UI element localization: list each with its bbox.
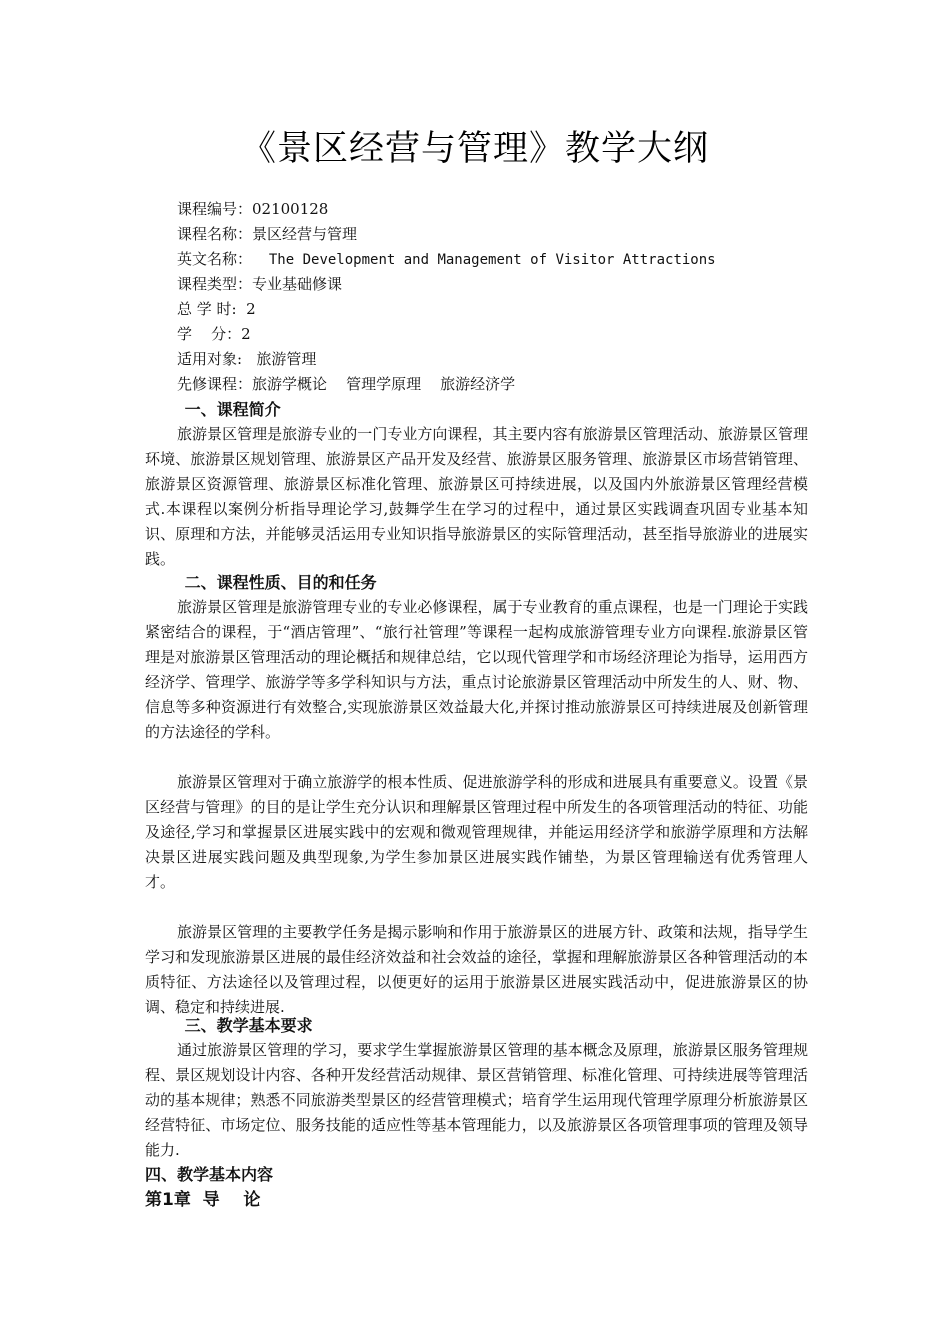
- chapter-1-heading: 第1章 导 论: [145, 1190, 261, 1210]
- section-2-paragraph-1: 旅游景区管理是旅游管理专业的专业必修课程，属于专业教育的重点课程，也是一门理论于实践紧密结合的课程，于“酒店管理”、“旅行社管理”等课程一起构成旅游管理专业方向课程.旅游景区管理是对旅游景区管理活动的理论概括和规律总结，它以现代管理学和市场经济理论为指导，运用西方经济学、管理学、旅游学等多学科知识与方法，重点讨论旅游景区管理活动中所发生的人、财、物、信息等多种资源进行有效整合,实现旅游景区效益最大化,并探讨推动旅游景区可持续进展及创新管理的方法途径的学科。: [145, 598, 808, 741]
- section-2: [145, 570, 808, 1020]
- course-info: [177, 197, 877, 397]
- section-2-paragraph-2: 旅游景区管理对于确立旅游学的根本性质、促进旅游学科的形成和进展具有重要意义。设置《景区经营与管理》的目的是让学生充分认识和理解景区管理过程中所发生的各项管理活动的特征、功能及途径,学习和掌握景区进展实践中的宏观和微观管理规律，并能运用经济学和旅游学原理和方法解决景区进展实践问题及典型现象,为学生参加景区进展实践作铺垫，为景区管理输送有优秀管理人才。: [145, 773, 808, 891]
- section-2-heading: 二、课程性质、目的和任务: [179, 573, 377, 592]
- section-3: [145, 1013, 808, 1163]
- english-name-label: 英文名称：: [177, 250, 253, 268]
- english-name-value: The Development and Management of Visitor Attractions: [252, 252, 716, 268]
- section-1-paragraph: 旅游景区管理是旅游专业的一门专业方向课程，其主要内容有旅游景区管理活动、旅游景区管理环境、旅游景区规划管理、旅游景区产品开发及经营、旅游景区服务管理、旅游景区市场营销管理、旅游景区资源管理、旅游景区标准化管理、旅游景区可持续进展，以及国内外旅游景区管理经营模式.本课程以案例分析指导理论学习,鼓舞学生在学习的过程中，通过景区实践调查巩固专业基本知识、原理和方法，并能够灵活运用专业知识指导旅游景区的实际管理活动，甚至指导旅游业的进展实践。: [145, 425, 808, 568]
- section-4-heading: 四、教学基本内容: [145, 1165, 274, 1184]
- total-hours: 总 学 时: 2: [177, 300, 256, 318]
- section-4: [145, 1162, 808, 1213]
- section-1: [145, 397, 808, 572]
- document-title: 《景区经营与管理》教学大纲: [240, 129, 709, 169]
- section-3-heading: 三、教学基本要求: [179, 1016, 313, 1035]
- paragraph-gap: [145, 745, 808, 770]
- section-1-heading: 一、课程简介: [179, 400, 281, 419]
- english-name: [177, 247, 877, 272]
- course-type: 课程类型：专业基础修课: [177, 275, 343, 293]
- paragraph-gap: [145, 895, 808, 920]
- prerequisites: 先修课程：旅游学概论 管理学原理 旅游经济学: [177, 375, 516, 393]
- audience: 适用对象: 旅游管理: [177, 350, 317, 368]
- course-code: 课程编号：02100128: [177, 200, 329, 218]
- section-2-paragraph-3: 旅游景区管理的主要教学任务是揭示影响和作用于旅游景区的进展方针、政策和法规，指导学生学习和发现旅游景区进展的最佳经济效益和社会效益的途径，掌握和理解旅游景区各种管理活动的本质特征、方法途径以及管理过程，以便更好的运用于旅游景区进展实践活动中，促进旅游景区的协调、稳定和持续进展.: [145, 923, 808, 1016]
- credits: 学 分：2: [177, 325, 251, 343]
- course-name: 课程名称：景区经营与管理: [177, 225, 358, 243]
- section-3-paragraph: 通过旅游景区管理的学习，要求学生掌握旅游景区管理的基本概念及原理，旅游景区服务管理规程、景区规划设计内容、各种开发经营活动规律、景区营销管理、标准化管理、可持续进展等管理活动的基本规律；熟悉不同旅游类型景区的经营管理模式；培育学生运用现代管理学原理分析旅游景区经营特征、市场定位、服务技能的适应性等基本管理能力，以及旅游景区各项管理事项的管理及领导能力.: [145, 1041, 808, 1159]
